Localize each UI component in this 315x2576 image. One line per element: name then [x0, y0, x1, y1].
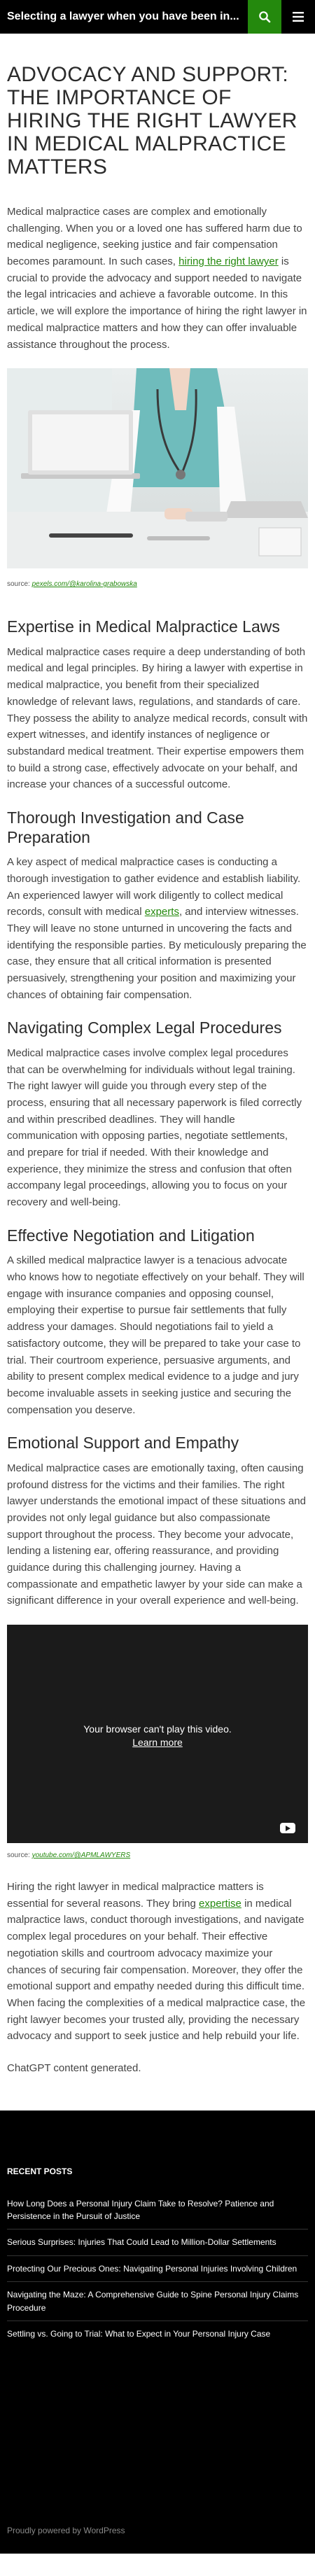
conclusion-text-after: in medical malpractice laws, conduct thorough investigations, and navigate complex legal procedures on your behalf. Their effective negotiation skills and courtroom advocacy maximize your chances of securing fair compensation. Moreover, they offer the emotional support and empathy needed during this difficult time. When facing the complexities of a medical malpractice case, the right lawyer becomes your trusted ally, providing the necessary advocacy and support to seek justice and help rebuild your life. — [7, 1897, 306, 2043]
recent-post-link[interactable]: Protecting Our Precious Ones: Navigating Personal Injuries Involving Children — [7, 2263, 298, 2274]
conclusion-text-before: Hiring the right lawyer in medical malpractice matters is essential for several reasons. They bring — [7, 1881, 264, 1910]
powered-by-wordpress[interactable]: Proudly powered by WordPress — [7, 2525, 125, 2535]
section-heading-negotiation: Effective Negotiation and Litigation — [7, 1226, 255, 1245]
section-body-negotiation: A skilled medical malpractice lawyer is a tenacious advocate who knows how to negotiate effectively on your behalf. They will engage with insurance companies and opposing counsel, employing their expertise to pursue fair settlements that fully address your damages. Should negotiations fail to yield a satisfactory outcome, they will be prepared to take your case to trial. Their courtroom experience, persuasive arguments, and ability to present complex medical evidence to a judge and jury become invaluable assets in seeking justice and securing the compensation you deserve. — [7, 1254, 304, 1416]
list-item — [7, 2281, 308, 2320]
video-message-text: Your browser can't play this video. — [83, 1723, 232, 1735]
article-image — [7, 368, 308, 588]
list-item — [7, 2320, 308, 2346]
section-heading-investigation: Thorough Investigation and Case Preparation — [7, 808, 244, 846]
expertise-link[interactable]: expertise — [199, 1897, 241, 1910]
section-body-procedures: Medical malpractice cases involve complex legal procedures that can be overwhelming for individuals without legal training. The right lawyer will guide you through every step of the process, ensuring that all necessary paperwork is filed correctly and within prescribed deadlines. They will handle communication with opposing parties, negotiate settlements, and prepare for trial if needed. With their knowledge and experience, they minimize the stress and confusion that often accompany legal proceedings, allowing you to focus on your recovery and well-being. — [7, 1046, 302, 1209]
intro-text-after: is crucial to provide the advocacy and support needed to navigate the legal intricacies and achieve a favorable outcome. In this article, we will explore the importance of hiring the right lawyer in medical malpractice matters and how they can offer invaluable assistance throughout the process. — [7, 255, 307, 351]
conclusion-paragraph — [7, 1879, 308, 2045]
investigation-text-after: , and interview witnesses. They will leave no stone unturned in uncovering the facts and identifying the responsible parties. By meticulously preparing the case, they ensure that all critical information is presented persuasively, strengthening your position and maximizing your chances of obtaining fair compensation. — [7, 906, 307, 1001]
recent-posts-title: RECENT POSTS — [7, 2166, 73, 2176]
recent-post-link[interactable]: Serious Surprises: Injuries That Could Lead to Million-Dollar Settlements — [7, 2237, 276, 2248]
video-source-link[interactable]: youtube.com/@APMLAWYERS — [31, 1851, 131, 1860]
video-error-message — [7, 1723, 308, 1749]
video-caption-prefix: source: — [7, 1851, 32, 1860]
generated-note: ChatGPT content generated. — [7, 2062, 141, 2074]
section-heading-emotional-support: Emotional Support and Empathy — [7, 1434, 239, 1452]
image-caption — [7, 580, 308, 588]
section-heading-expertise: Expertise in Medical Malpractice Laws — [7, 617, 280, 636]
section-heading-procedures: Navigating Complex Legal Procedures — [7, 1018, 282, 1037]
section-body-investigation — [7, 854, 308, 1003]
page-title: ADVOCACY AND SUPPORT: THE IMPORTANCE OF HIRING THE RIGHT LAWYER IN MEDICAL MALPRACTICE MATTERS — [7, 63, 298, 178]
intro-paragraph — [7, 204, 308, 353]
recent-post-link[interactable]: How Long Does a Personal Injury Claim Take to Resolve? Patience and Persistence in the Pursuit of Justice — [7, 2198, 274, 2222]
site-footer — [0, 2110, 315, 2554]
recent-post-link[interactable]: Navigating the Maze: A Comprehensive Guide to Spine Personal Injury Claims Procedure — [7, 2290, 299, 2313]
doctor-at-desk-image — [7, 368, 308, 568]
video-caption — [7, 1851, 308, 1859]
menu-button[interactable] — [281, 0, 315, 34]
section-body-emotional-support: Medical malpractice cases are emotionally taxing, often causing profound distress for the victims and their families. The right lawyer understands the emotional impact of these situations and provides not only legal guidance but also compassionate support throughout the process. They become your advocate, lending a listening ear, offering reassurance, and providing guidance during this challenging journey. Having a compassionate and empathetic lawyer by your side can make a significant difference in your overall experience and well-being. — [7, 1462, 306, 1607]
intro-text-before: Medical malpractice cases are complex and emotionally challenging. When you or a loved one has suffered harm due to medical negligence, seeking justice and fair compensation becomes paramount. In such cases, — [7, 206, 302, 268]
investigation-text-before: A key aspect of medical malpractice cases is conducting a thorough investigation to gather evidence and establish liability. An experienced lawyer will work diligently to collect medical records, consult with medical — [7, 856, 301, 918]
search-button[interactable] — [248, 0, 281, 34]
youtube-icon[interactable] — [280, 1823, 295, 1833]
list-item — [7, 2229, 308, 2255]
search-icon — [258, 10, 271, 23]
image-caption-prefix: source: — [7, 580, 32, 589]
hiring-right-lawyer-link[interactable]: hiring the right lawyer — [178, 255, 279, 268]
learn-more-link[interactable]: Learn more — [132, 1736, 183, 1748]
list-item — [7, 2255, 308, 2281]
site-title[interactable]: Selecting a lawyer when you have been in... — [7, 10, 239, 22]
section-body-expertise: Medical malpractice cases require a deep understanding of both medical and legal principles. By hiring a lawyer with expertise in medical malpractice, you benefit from their specialized knowledge of relevant laws, regulations, and standards of care. They possess the ability to analyze medical records, consult with expert witnesses, and identify instances of negligence or substandard medical treatment. Their expertise empowers them to build a strong case, effectively advocate on your behalf, and increase your chances of a successful outcome. — [7, 645, 308, 791]
hamburger-menu-icon — [293, 12, 304, 22]
image-source-link[interactable]: pexels.com/@karolina-grabowska — [31, 580, 137, 589]
site-header — [0, 0, 315, 34]
recent-post-link[interactable]: Settling vs. Going to Trial: What to Expect in Your Personal Injury Case — [7, 2328, 271, 2339]
article-content — [0, 34, 315, 2077]
video-player[interactable] — [7, 1625, 308, 1843]
recent-posts-list — [7, 2197, 308, 2347]
list-item — [7, 2197, 308, 2230]
experts-link[interactable]: experts — [144, 906, 179, 918]
